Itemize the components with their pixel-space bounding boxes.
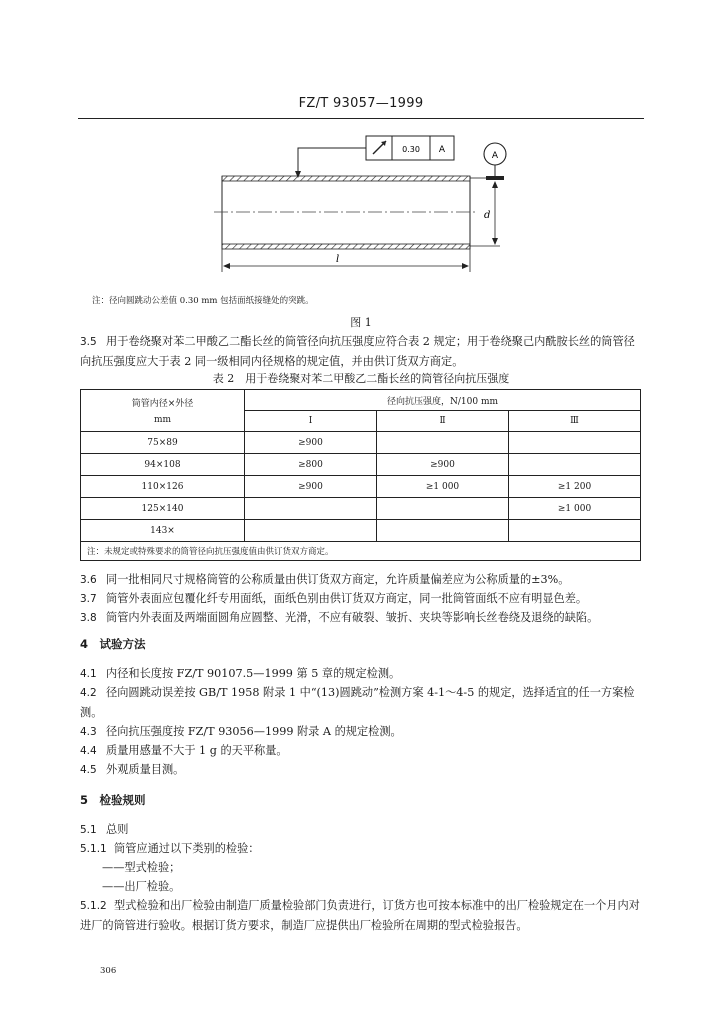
cell-grade-1: [245, 520, 377, 542]
clause-4-4: [80, 741, 642, 761]
clause-3-7: [80, 589, 642, 609]
table-row: [81, 454, 641, 476]
datum-symbol: [470, 143, 506, 180]
tolerance-datum: A: [438, 145, 446, 155]
head-size-unit: mm: [153, 415, 172, 425]
section-4-title: 4 试验方法: [80, 637, 146, 651]
clause-text: 筒管内外表面及两端面圆角应圆整、光滑，不应有破裂、皱折、夹块等影响长丝卷绕及退绕的缺陷。: [106, 611, 599, 624]
table-row: [81, 520, 641, 542]
cell-size: 110×126: [81, 476, 245, 498]
head-size-line1: 筒管内径×外径: [131, 399, 194, 409]
clause-number: 4.4: [80, 745, 97, 757]
clause-3-5: [80, 332, 642, 371]
clause-text: 筒管外表面应包覆化纤专用面纸，面纸色别由供订货双方商定，同一批筒管面纸不应有明显色差。: [106, 592, 588, 605]
clause-5-1-2: [80, 896, 642, 935]
dim-d-label: d: [484, 210, 491, 221]
clause-number: 3.7: [80, 593, 97, 605]
dimension-l: [222, 249, 470, 272]
clause-4-5: [80, 760, 642, 780]
grade-2: Ⅱ: [377, 411, 509, 432]
clause-text: 型式检验和出厂检验由制造厂质量检验部门负责进行，订货方也可按本标准中的出厂检验规定在一个月内对进厂的筒管进行验收。根据订货方要求，制造厂应提供出厂检验所在周期的型式检验报告。: [80, 899, 640, 932]
table-2: [80, 389, 641, 561]
clause-text: 质量用感量不大于 1 g 的天平称量。: [106, 744, 288, 757]
clause-4-1: [80, 664, 642, 684]
table-row: [81, 432, 641, 454]
clause-5-1-1: [80, 839, 642, 859]
grade-1: Ⅰ: [245, 411, 377, 432]
clause-text: 内径和长度按 FZ/T 90107.5—1999 第 5 章的规定检测。: [106, 667, 401, 680]
cell-grade-3: ≥1 200: [509, 476, 641, 498]
clause-text: 同一批相同尺寸规格筒管的公称质量由供订货双方商定，允许质量偏差应为公称质量的±3%。: [106, 573, 570, 586]
table-row: [81, 476, 641, 498]
tolerance-frame: [366, 136, 454, 160]
clause-text: 外观质量目测。: [106, 763, 185, 776]
clause-4-3: [80, 722, 642, 742]
table-note: 注：未规定或特殊要求的筒管径向抗压强度值由供订货双方商定。: [81, 542, 641, 561]
clause-text: 径向圆跳动误差按 GB/T 1958 附录 1 中“(13)圆跳动”检测方案 4-1～4-5 的规定，选择适宜的任一方案检测。: [80, 686, 635, 719]
head-size: [81, 390, 245, 432]
clause-number: 3.5: [80, 336, 97, 348]
list-item-type-test: ——型式检验；: [102, 861, 181, 874]
datum-label: A: [491, 151, 499, 161]
cell-grade-3: [509, 454, 641, 476]
clause-text: 用于卷绕聚对苯二甲酸乙二酯长丝的筒管径向抗压强度应符合表 2 规定；用于卷绕聚己内酰胺长丝的筒管径向抗压强度应大于表 2 同一级相同内径规格的规定值，并由供订货双方商定。: [80, 335, 635, 368]
figure-1-drawing: [0, 0, 722, 300]
tube-body: [214, 176, 478, 249]
table-row: [81, 498, 641, 520]
cell-grade-3: [509, 520, 641, 542]
cell-size: 143×: [81, 520, 245, 542]
tolerance-value: 0.30: [402, 145, 420, 154]
cell-grade-2: ≥1 000: [377, 476, 509, 498]
grade-3: Ⅲ: [509, 411, 641, 432]
clause-text: 径向抗压强度按 FZ/T 93056—1999 附录 A 的规定检测。: [106, 725, 402, 738]
cell-grade-1: ≥800: [245, 454, 377, 476]
cell-grade-1: ≥900: [245, 476, 377, 498]
leader-line: [298, 148, 366, 176]
cell-grade-3: [509, 432, 641, 454]
cell-grade-2: ≥900: [377, 454, 509, 476]
clause-number: 5.1: [80, 824, 97, 836]
cell-size: 94×108: [81, 454, 245, 476]
clause-number: 3.8: [80, 612, 97, 624]
cell-grade-2: [377, 432, 509, 454]
dimension-d: [470, 181, 500, 246]
clause-4-2: [80, 683, 642, 722]
head-strength: 径向抗压强度，N/100 mm: [245, 390, 641, 411]
clause-number: 4.3: [80, 726, 97, 738]
section-5-title: 5 检验规则: [80, 793, 146, 807]
cell-grade-1: [245, 498, 377, 520]
cell-size: 75×89: [81, 432, 245, 454]
clause-number: 4.2: [80, 687, 97, 699]
figure-note: 注：径向圆跳动公差值 0.30 mm 包括面纸接缝处的突跳。: [92, 296, 314, 306]
clause-number: 3.6: [80, 574, 97, 586]
cell-grade-2: [377, 520, 509, 542]
list-item-factory-test: ——出厂检验。: [102, 880, 181, 893]
clause-number: 5.1.2: [80, 900, 107, 912]
cell-grade-2: [377, 498, 509, 520]
clause-text: 筒管应通过以下类别的检验：: [114, 842, 260, 855]
page-number: 306: [100, 966, 117, 976]
figure-caption: 图 1: [350, 316, 372, 329]
cell-grade-3: ≥1 000: [509, 498, 641, 520]
cell-grade-1: ≥900: [245, 432, 377, 454]
clause-5-1: [80, 820, 642, 840]
clause-text: 总则: [106, 823, 129, 836]
clause-number: 5.1.1: [80, 843, 107, 855]
clause-3-6: [80, 570, 642, 590]
standard-header: FZ/T 93057—1999: [298, 96, 424, 111]
cell-size: 125×140: [81, 498, 245, 520]
dim-l-label: l: [336, 254, 340, 265]
clause-number: 4.1: [80, 668, 97, 680]
clause-3-8: [80, 608, 642, 628]
clause-number: 4.5: [80, 764, 97, 776]
table-2-caption: 表 2 用于卷绕聚对苯二甲酸乙二酯长丝的筒管径向抗压强度: [212, 372, 510, 385]
